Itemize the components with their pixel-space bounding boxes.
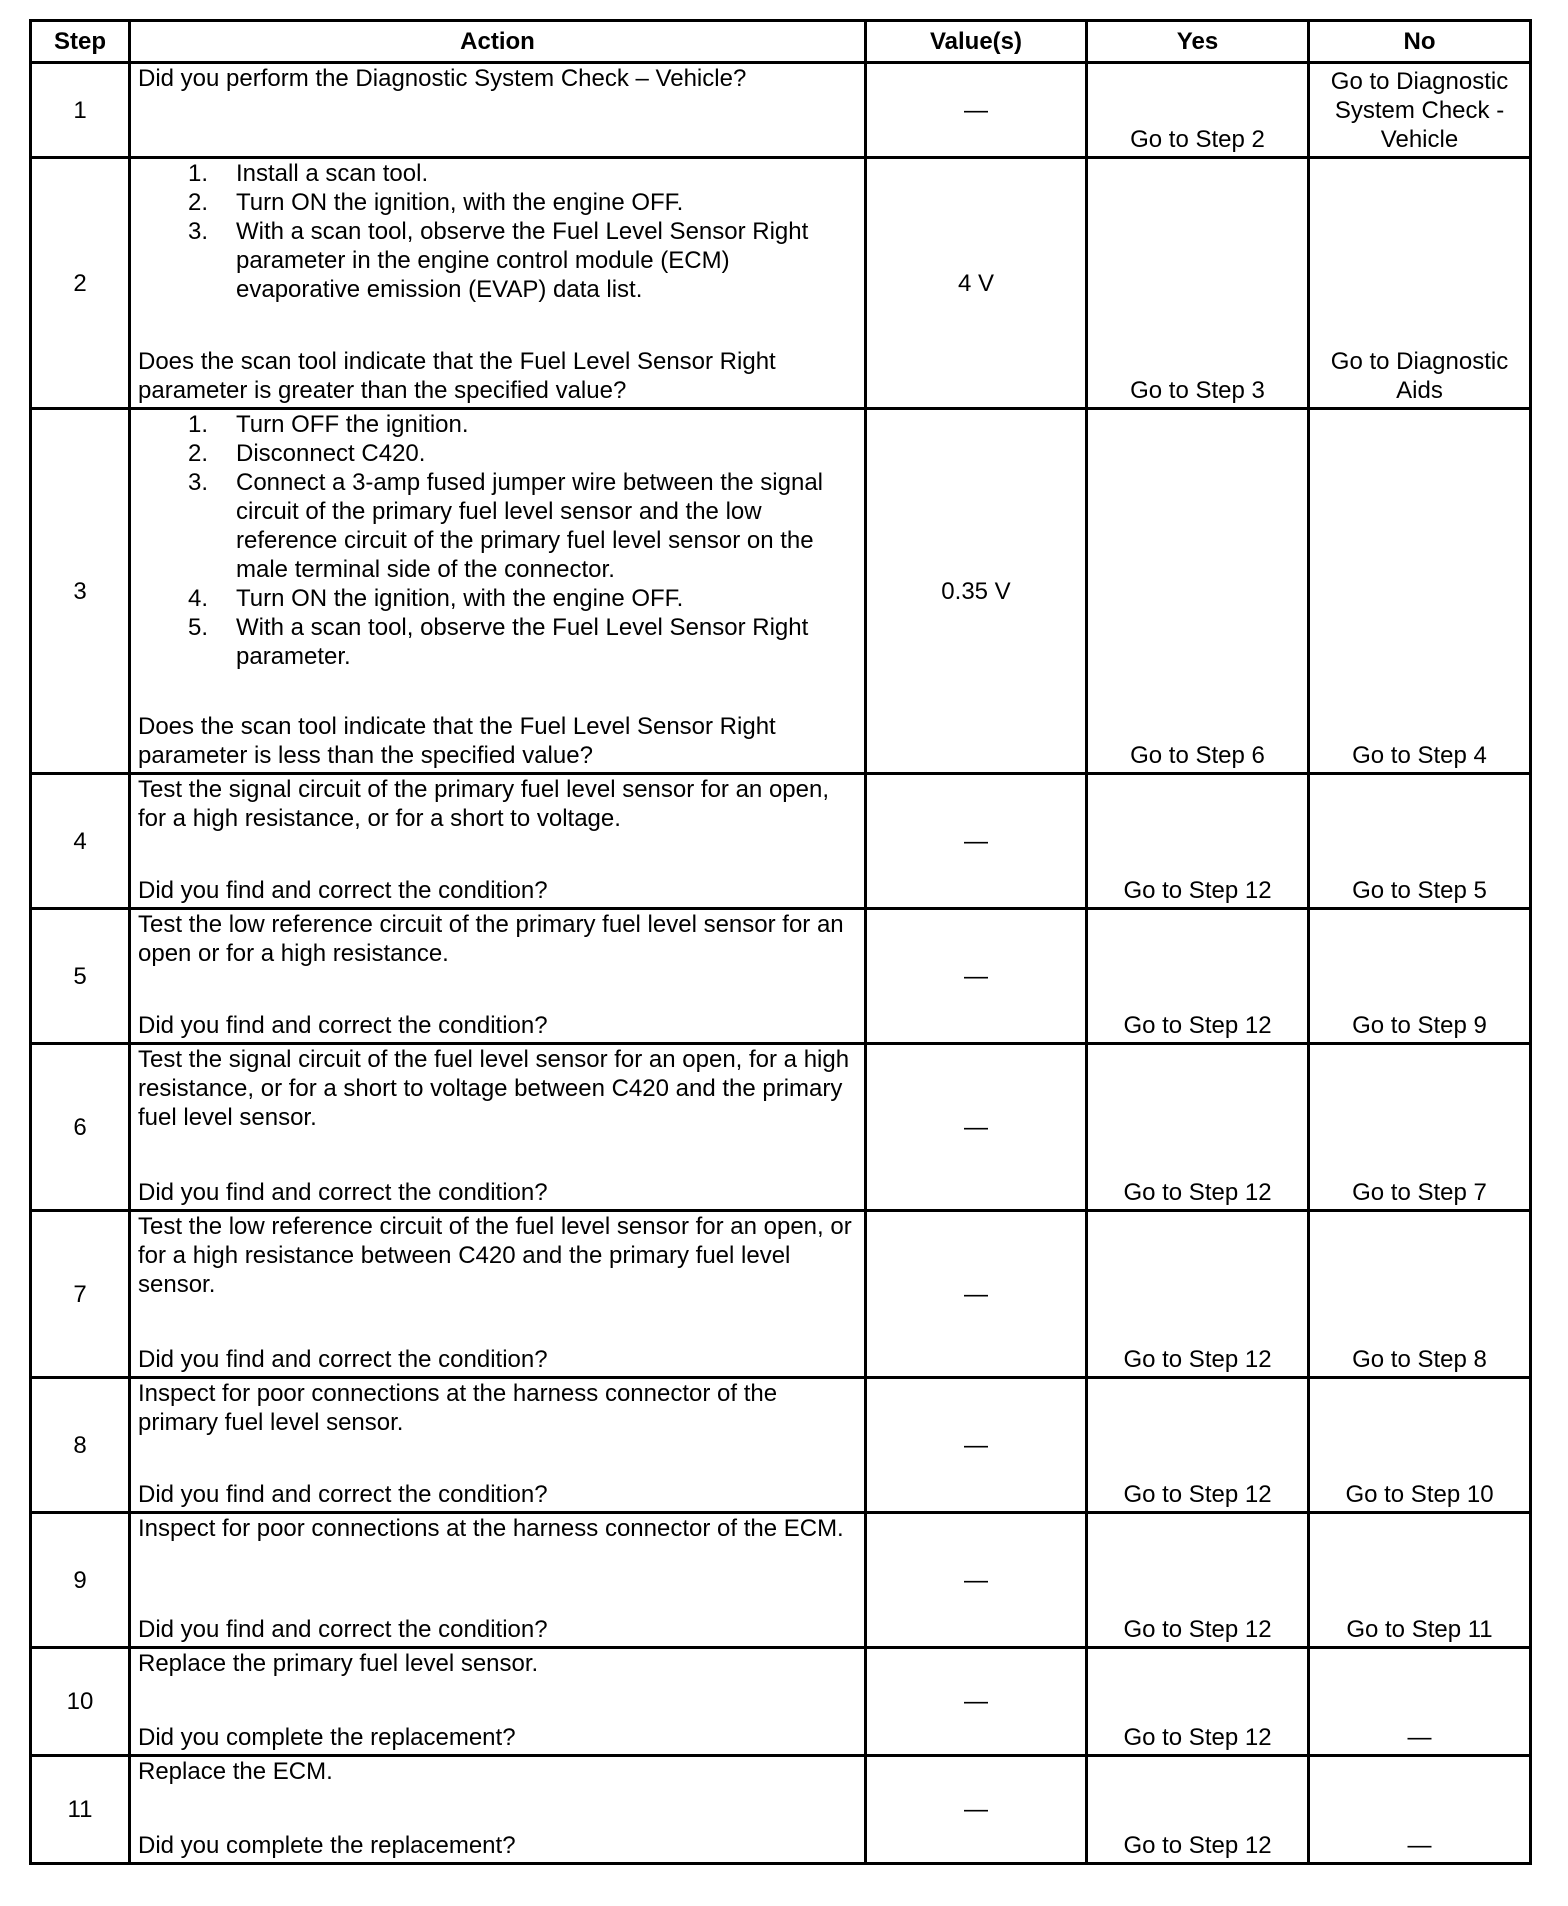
procedure-item-number: 2. [188,189,209,216]
yes-outcome-cell [1087,1378,1309,1513]
action-question: Did you find and correct the condition? [138,1481,548,1508]
value-cell: — [866,63,1087,158]
action-instructions [138,64,858,93]
yes-outcome-cell [1087,909,1309,1044]
action-cell [130,1756,866,1864]
action-instructions [138,1045,858,1132]
table-row [31,774,1531,909]
action-cell [130,158,866,409]
action-question: Does the scan tool indicate that the Fuel Level Sensor Right parameter is greater than the specified value? [138,348,776,404]
no-outcome: Go to Step 7 [1352,1179,1487,1206]
yes-outcome: Go to Step 12 [1123,1832,1272,1859]
table-row [31,1513,1531,1648]
action-instructions [138,410,858,671]
header-values: Value(s) [866,21,1087,63]
step-number: 3 [31,409,130,774]
step-number: 11 [31,1756,130,1864]
step-number: 8 [31,1378,130,1513]
procedure-item-number: 5. [188,614,209,641]
no-outcome: Go to Step 8 [1352,1346,1487,1373]
value-cell: — [866,1044,1087,1211]
no-outcome-cell [1309,158,1531,409]
action-cell [130,1044,866,1211]
yes-outcome: Go to Step 3 [1130,377,1265,404]
procedure-item-number: 3. [188,218,209,245]
action-intro: Inspect for poor connections at the harness connector of the primary fuel level sensor. [138,1380,778,1436]
procedure-item-text: Connect a 3-amp fused jumper wire between the signal circuit of the primary fuel level sensor and the low reference circuit of the primary fuel level sensor on the male terminal side of the connector. [236,469,823,583]
yes-outcome: Go to Step 12 [1123,1179,1272,1206]
no-outcome: Go to Step 11 [1346,1616,1493,1643]
diagnostic-table [29,19,1532,1865]
table-row [31,1756,1531,1864]
action-cell [130,774,866,909]
action-question: Does the scan tool indicate that the Fuel Level Sensor Right parameter is less than the specified value? [138,713,776,769]
action-cell [130,1513,866,1648]
action-instructions [138,775,858,833]
no-outcome: Go to Step 9 [1352,1012,1487,1039]
procedure-item [188,217,858,304]
yes-outcome-cell [1087,1513,1309,1648]
no-outcome-cell [1309,774,1531,909]
table-row [31,1211,1531,1378]
header-row [31,21,1531,63]
no-outcome-cell [1309,1211,1531,1378]
action-question: Did you complete the replacement? [138,1724,516,1751]
procedure-item [188,439,858,468]
no-outcome: — [1407,1832,1432,1859]
procedure-item-number: 1. [188,160,209,187]
action-question: Did you find and correct the condition? [138,1179,548,1206]
procedure-item [188,410,858,439]
yes-outcome: Go to Step 12 [1123,1012,1272,1039]
no-outcome-cell [1309,409,1531,774]
yes-outcome: Go to Step 12 [1123,1346,1272,1373]
yes-outcome: Go to Step 12 [1123,1481,1272,1508]
procedure-item [188,584,858,613]
value-cell: — [866,1756,1087,1864]
action-cell [130,909,866,1044]
table-body [31,63,1531,1864]
yes-outcome-cell [1087,63,1309,158]
value-cell: 4 V [866,158,1087,409]
value-cell: 0.35 V [866,409,1087,774]
procedure-item [188,188,858,217]
procedure-list [138,159,858,304]
action-intro: Replace the primary fuel level sensor. [138,1650,539,1677]
step-number: 4 [31,774,130,909]
action-cell [130,1211,866,1378]
procedure-item [188,468,858,584]
yes-outcome: Go to Step 12 [1123,877,1272,904]
step-number: 1 [31,63,130,158]
step-number: 10 [31,1648,130,1756]
yes-outcome-cell [1087,1211,1309,1378]
no-outcome: — [1407,1724,1432,1751]
no-outcome-cell [1309,1378,1531,1513]
table-row [31,409,1531,774]
action-question: Did you find and correct the condition? [138,1616,548,1643]
header-no: No [1309,21,1531,63]
action-cell [130,1648,866,1756]
procedure-item-number: 3. [188,469,209,496]
yes-outcome-cell [1087,158,1309,409]
step-number: 9 [31,1513,130,1648]
action-instructions [138,1212,858,1299]
action-question: Did you find and correct the condition? [138,1012,548,1039]
procedure-item-text: With a scan tool, observe the Fuel Level Sensor Right parameter in the engine control module (ECM) evaporative emission (EVAP) data list. [236,218,809,303]
action-instructions [138,1757,858,1786]
header-step: Step [31,21,130,63]
no-outcome: Go to Step 10 [1345,1481,1494,1508]
procedure-item-text: Turn OFF the ignition. [236,411,469,438]
no-outcome-cell [1309,1044,1531,1211]
value-cell: — [866,909,1087,1044]
procedure-item-text: Turn ON the ignition, with the engine OFF. [236,585,684,612]
header-yes: Yes [1087,21,1309,63]
action-intro: Test the low reference circuit of the primary fuel level sensor for an open or for a high resistance. [138,911,844,967]
step-number: 5 [31,909,130,1044]
yes-outcome: Go to Step 6 [1130,742,1265,769]
no-outcome-cell [1309,909,1531,1044]
action-question: Did you complete the replacement? [138,1832,516,1859]
table-row [31,1044,1531,1211]
action-instructions [138,1379,858,1437]
procedure-item-number: 2. [188,440,209,467]
action-intro: Replace the ECM. [138,1758,333,1785]
yes-outcome-cell [1087,1756,1309,1864]
yes-outcome-cell [1087,1648,1309,1756]
action-instructions [138,910,858,968]
value-cell: — [866,1648,1087,1756]
action-cell [130,63,866,158]
no-outcome-cell [1309,63,1531,158]
action-instructions [138,1514,858,1543]
action-intro: Test the signal circuit of the primary fuel level sensor for an open, for a high resistance, or for a short to voltage. [138,776,830,832]
procedure-item [188,613,858,671]
step-number: 2 [31,158,130,409]
table-row [31,909,1531,1044]
action-intro: Did you perform the Diagnostic System Check – Vehicle? [138,65,747,92]
step-number: 6 [31,1044,130,1211]
header-action: Action [130,21,866,63]
action-intro: Test the low reference circuit of the fuel level sensor for an open, or for a high resistance between C420 and the primary fuel level sensor. [138,1213,852,1298]
value-cell: — [866,774,1087,909]
value-cell: — [866,1378,1087,1513]
no-outcome: Go to Step 5 [1352,877,1487,904]
table-row [31,63,1531,158]
action-instructions [138,159,858,304]
action-question: Did you find and correct the condition? [138,877,548,904]
table-row [31,1648,1531,1756]
procedure-item-text: With a scan tool, observe the Fuel Level Sensor Right parameter. [236,614,809,670]
yes-outcome-cell [1087,1044,1309,1211]
no-outcome-cell [1309,1756,1531,1864]
procedure-item-text: Turn ON the ignition, with the engine OFF. [236,189,684,216]
no-outcome: Go to Diagnostic Aids [1330,348,1509,404]
table-row [31,158,1531,409]
action-intro: Inspect for poor connections at the harness connector of the ECM. [138,1515,844,1542]
no-outcome-cell [1309,1648,1531,1756]
action-cell [130,409,866,774]
yes-outcome: Go to Step 12 [1123,1724,1272,1751]
no-outcome-cell [1309,1513,1531,1648]
procedure-item-number: 4. [188,585,209,612]
yes-outcome: Go to Step 12 [1123,1616,1272,1643]
action-question: Did you find and correct the condition? [138,1346,548,1373]
procedure-item-text: Disconnect C420. [236,440,426,467]
procedure-list [138,410,858,671]
no-outcome: Go to Diagnostic System Check - Vehicle [1330,68,1509,153]
procedure-item-text: Install a scan tool. [236,160,429,187]
procedure-item-number: 1. [188,411,209,438]
value-cell: — [866,1513,1087,1648]
yes-outcome-cell [1087,774,1309,909]
yes-outcome-cell [1087,409,1309,774]
table-row [31,1378,1531,1513]
value-cell: — [866,1211,1087,1378]
step-number: 7 [31,1211,130,1378]
procedure-item [188,159,858,188]
action-instructions [138,1649,858,1678]
action-intro: Test the signal circuit of the fuel level sensor for an open, for a high resistance, or for a short to voltage between C420 and the primary fuel level sensor. [138,1046,850,1131]
no-outcome: Go to Step 4 [1352,742,1487,769]
yes-outcome: Go to Step 2 [1130,126,1265,153]
action-cell [130,1378,866,1513]
